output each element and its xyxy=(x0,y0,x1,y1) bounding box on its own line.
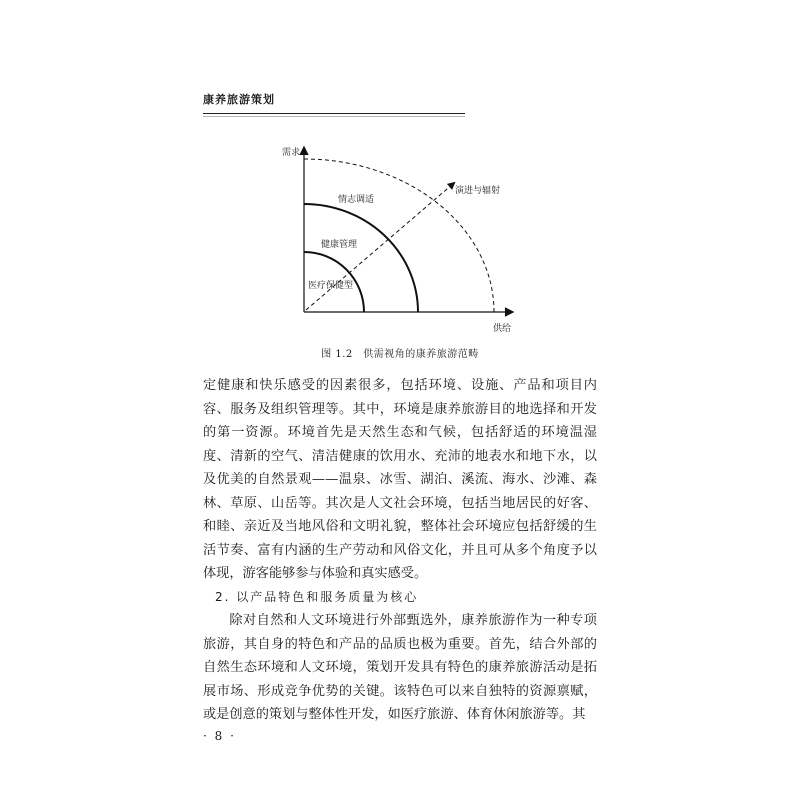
zone-label-outer: 情志调适 xyxy=(338,195,375,205)
body-text xyxy=(203,374,597,727)
header-rule-secondary xyxy=(203,116,465,117)
zone-label-inner: 医疗保健型 xyxy=(308,281,354,291)
page-number: · 8 · xyxy=(203,729,236,743)
running-header: 康养旅游策划 xyxy=(203,93,275,106)
x-axis-label: 供给 xyxy=(493,324,512,334)
arrow-label: 演进与辐射 xyxy=(455,186,501,196)
diagram-svg xyxy=(280,140,540,340)
paragraph: 定健康和快乐感受的因素很多，包括环境、设施、产品和项目内容、服务及组织管理等。其中，环境是康养旅游目的地选择和开发的第一资源。环境首先是天然生态和气候，包括舒适的环境温湿度、清新的空气、清洁健康的饮用水、充沛的地表水和地下水，以及优美的自然景观——温泉、冰雪、湖泊、溪流、海水、沙滩、森林、草原、山岳等。其次是人文社会环境，包括当地居民的好客、和睦、亲近及当地风俗和文明礼貌，整体社会环境应包括舒缓的生活节奏、富有内涵的生产劳动和风俗文化，并且可从多个角度予以体现，游客能够参与体验和真实感受。 xyxy=(203,378,597,581)
section-heading: 2. 以产品特色和服务质量为核心 xyxy=(215,589,419,604)
header-rule xyxy=(203,113,465,114)
figure-supply-demand-diagram xyxy=(280,140,540,340)
paragraph: 除对自然和人文环境进行外部甄选外，康养旅游作为一种专项旅游，其自身的特色和产品的品质也极为重要。首先，结合外部的自然生态环境和人文环境，策划开发具有特色的康养旅游活动是拓展市场、形成竞争优势的关键。该特色可以来自独特的资源禀赋，或是创意的策划与整体性开发，如医疗旅游、体育休闲旅游等。其 xyxy=(203,613,597,722)
zone-label-middle: 健康管理 xyxy=(321,240,358,250)
y-axis-label: 需求 xyxy=(282,148,301,158)
figure-caption: 图 1.2 供需视角的康养旅游范畴 xyxy=(321,349,479,360)
